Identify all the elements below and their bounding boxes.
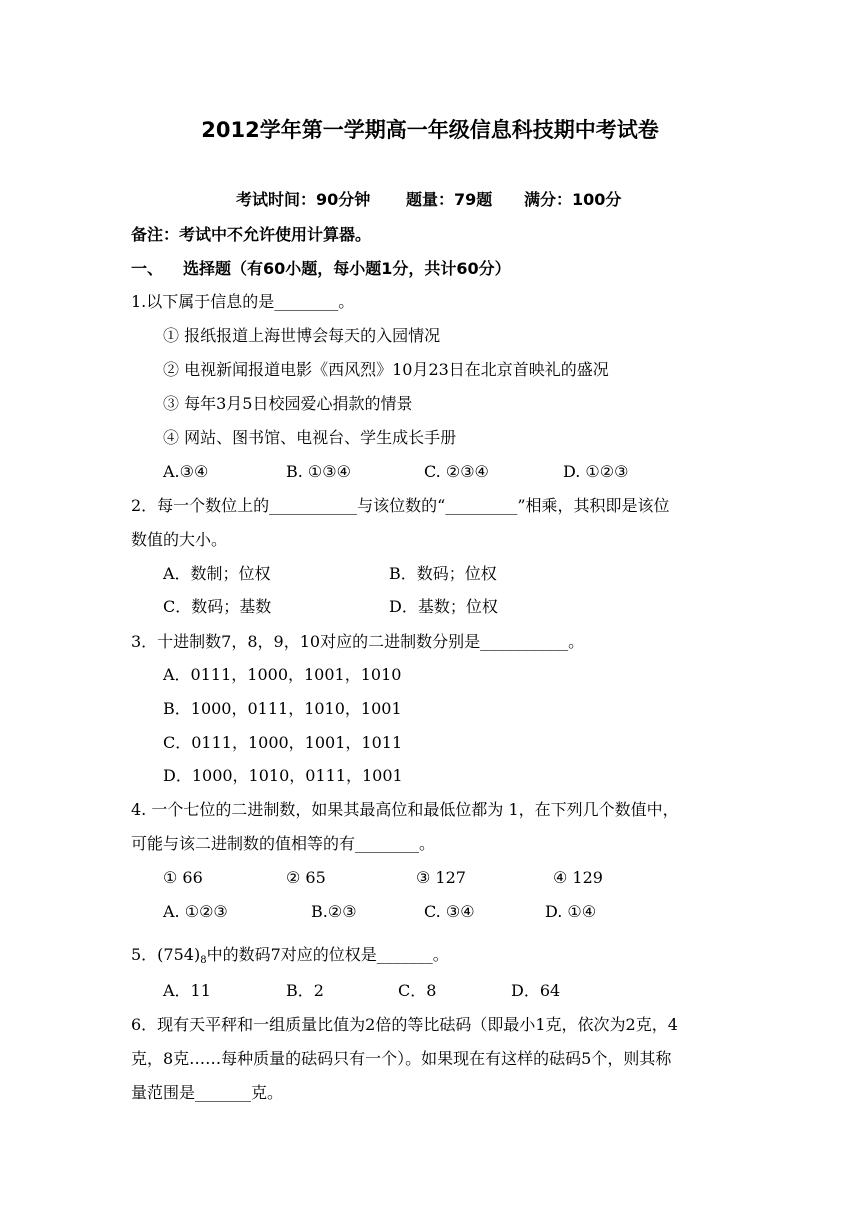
question-stem-continued: 量范围是_______克。 <box>131 1083 284 1102</box>
answer-option: D．基数；位权 <box>389 597 498 616</box>
answer-option: B.②③ <box>311 902 357 921</box>
statement-item: ③ 每年3月5日校园爱心捐款的情景 <box>163 394 413 413</box>
answer-option: C．0111，1000，1001，1011 <box>163 733 403 752</box>
statement-item: ④ 网站、图书馆、电视台、学生成长手册 <box>163 428 457 447</box>
statement-item: ① 66 <box>163 868 203 887</box>
statement-item: ④ 129 <box>553 868 603 887</box>
statement-item: ① 报纸报道上海世博会每天的入园情况 <box>163 326 441 345</box>
answer-option: D. ①②③ <box>563 462 629 481</box>
question-stem: 4. 一个七位的二进制数，如果其最高位和最低位都为 1，在下列几个数值中， <box>131 800 679 819</box>
answer-option: B．数码；位权 <box>389 564 497 583</box>
answer-option: B. ①③④ <box>286 462 351 481</box>
statement-item: ② 65 <box>286 868 326 887</box>
section-title: 选择题（有60小题，每小题1分，共计60分） <box>183 259 511 278</box>
answer-option: A．11 <box>163 981 211 1000</box>
question-stem-continued: 克，8克……每种质量的砝码只有一个）。如果现在有这样的砝码5个，则其称 <box>131 1049 672 1068</box>
answer-option: D．64 <box>511 981 561 1000</box>
answer-option: B．2 <box>286 981 324 1000</box>
answer-option: D. ①④ <box>545 902 597 921</box>
exam-time: 考试时间：90分钟 <box>236 190 371 209</box>
statement-item: ③ 127 <box>416 868 466 887</box>
answer-option: A．0111，1000，1001，1010 <box>163 665 402 684</box>
question-stem <box>131 945 449 965</box>
answer-option: A. ①②③ <box>163 902 228 921</box>
question-stem: 6．现有天平秤和一组质量比值为2倍的等比砝码（即最小1克，依次为2克，4 <box>131 1015 678 1034</box>
exam-note: 备注：考试中不允许使用计算器。 <box>131 225 372 244</box>
question-count: 题量：79题 <box>406 190 493 209</box>
question-stem: 1.以下属于信息的是________。 <box>131 292 355 311</box>
answer-option: C．数码；基数 <box>163 597 272 616</box>
answer-option: B．1000，0111，1010，1001 <box>163 699 402 718</box>
section-number: 一、 <box>131 259 164 278</box>
question-stem-continued: 数值的大小。 <box>131 530 228 549</box>
full-score: 满分：100分 <box>524 190 622 209</box>
answer-option: C．8 <box>398 981 437 1000</box>
question-stem: 3．十进制数7，8，9，10对应的二进制数分别是___________。 <box>131 632 585 651</box>
stem-suffix: 中的数码7对应的位权是_______。 <box>206 945 449 964</box>
question-stem: 2．每一个数位上的___________与该位数的“_________”相乘，其积即是该位 <box>131 496 670 515</box>
answer-option: C. ③④ <box>424 902 475 921</box>
answer-option: D．1000，1010，0111，1001 <box>163 766 403 785</box>
answer-option: C. ②③④ <box>424 462 489 481</box>
base-subscript: 8 <box>200 955 207 966</box>
question-stem-continued: 可能与该二进制数的值相等的有________。 <box>131 834 436 853</box>
answer-option: A.③④ <box>163 462 209 481</box>
statement-item: ② 电视新闻报道电影《西风烈》10月23日在北京首映礼的盛况 <box>163 360 609 379</box>
answer-option: A．数制；位权 <box>163 564 271 583</box>
page-title: 2012学年第一学期高一年级信息科技期中考试卷 <box>201 118 659 142</box>
stem-prefix: 5．(754) <box>131 945 201 964</box>
